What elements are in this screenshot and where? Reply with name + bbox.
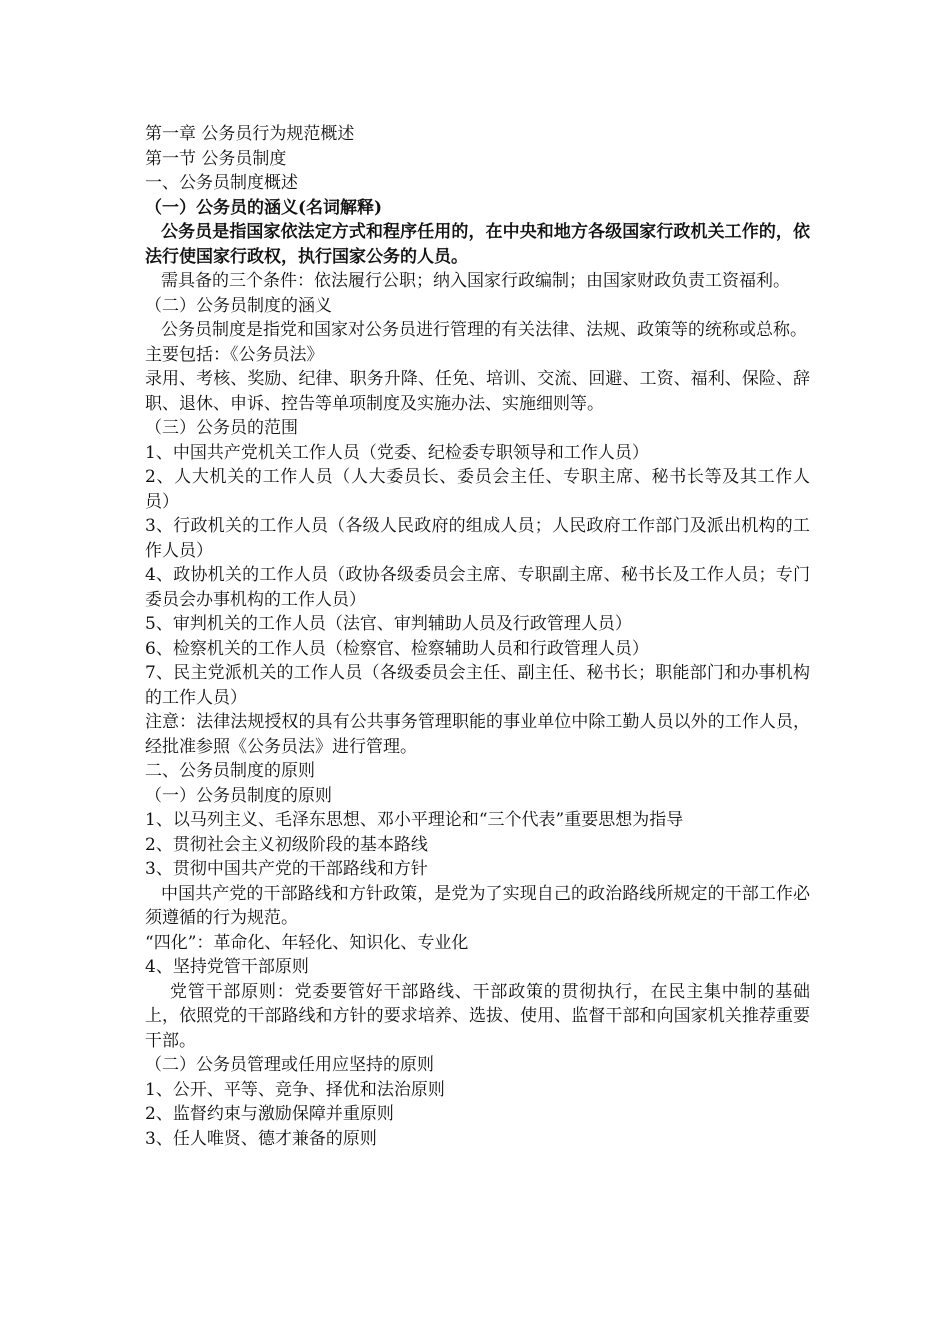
subheading-management-principles: （二）公务员管理或任用应坚持的原则 [145, 1055, 434, 1075]
party-cadre-paragraph: 党管干部原则：党委要管好干部路线、干部政策的贯彻执行，在民主集中制的基础上，依照党的干部路线和方针的要求培养、选拔、使用、监督干部和向国家机关推荐重要干部。 [145, 981, 810, 1051]
subheading-system: （二）公务员制度的涵义 [145, 295, 332, 316]
management-principle-item: 3、任人唯贤、德才兼备的原则 [145, 1128, 377, 1149]
principle-item: 3、贯彻中国共产党的干部路线和方针 [145, 859, 428, 879]
management-principle-item: 2、监督约束与激励保障并重原则 [145, 1104, 394, 1124]
principle-item: 1、以马列主义、毛泽东思想、邓小平理论和“三个代表”重要思想为指导 [145, 810, 684, 830]
conditions-paragraph: 需具备的三个条件：依法履行公职；纳入国家行政编制；由国家财政负责工资福利。 [161, 271, 790, 291]
management-principle-item: 1、公开、平等、竞争、择优和法治原则 [145, 1079, 445, 1100]
scope-item: 5、审判机关的工作人员（法官、审判辅助人员及行政管理人员） [145, 614, 632, 634]
scope-item: 7、民主党派机关的工作人员（各级委员会主任、副主任、秘书长；职能部门和办事机构的工作人员） [145, 663, 810, 708]
cadre-line-paragraph: 中国共产党的干部路线和方针政策，是党为了实现自己的政治路线所规定的干部工作必须遵循的行为规范。 [145, 883, 810, 928]
scope-item: 3、行政机关的工作人员（各级人民政府的组成人员；人民政府工作部门及派出机构的工作人员） [145, 516, 810, 561]
principle-item: 2、贯彻社会主义初级阶段的基本路线 [145, 834, 428, 855]
note-paragraph: 注意：法律法规授权的具有公共事务管理职能的事业单位中除工勤人员以外的工作人员，经批准参照《公务员法》进行管理。 [145, 712, 810, 757]
scope-item: 6、检察机关的工作人员（检察官、检察辅助人员和行政管理人员） [145, 638, 649, 659]
scope-item: 2、人大机关的工作人员（人大委员长、委员会主任、专职主席、秘书长等及其工作人员） [145, 467, 810, 512]
document-body [145, 122, 810, 1151]
items-list: 录用、考核、奖励、纪律、职务升降、任免、培训、交流、回避、工资、福利、保险、辞职、退休、申诉、控告等单项制度及实施办法、实施细则等。 [145, 369, 810, 414]
system-definition: 公务员制度是指党和国家对公务员进行管理的有关法律、法规、政策等的统称或总称。 [161, 320, 807, 340]
chapter-title: 第一章 公务员行为规范概述 [145, 124, 355, 144]
main-includes: 主要包括：《公务员法》 [145, 344, 324, 365]
heading-overview: 一、公务员制度概述 [145, 173, 298, 193]
heading-principles: 二、公务员制度的原则 [145, 761, 315, 781]
four-modernizations: “四化”：革命化、年轻化、知识化、专业化 [145, 932, 469, 953]
subheading-system-principles: （一）公务员制度的原则 [145, 785, 332, 806]
definition-paragraph: 公务员是指国家依法定方式和程序任用的，在中央和地方各级国家行政机关工作的，依法行使国家行政权，执行国家公务的人员。 [145, 222, 810, 267]
scope-item: 1、中国共产党机关工作人员（党委、纪检委专职领导和工作人员） [145, 442, 649, 463]
scope-item: 4、政协机关的工作人员（政协各级委员会主席、专职副主席、秘书长及工作人员；专门委员会办事机构的工作人员） [145, 565, 810, 610]
subheading-definition: （一）公务员的涵义(名词解释) [145, 197, 383, 218]
subheading-scope: （三）公务员的范围 [145, 418, 298, 438]
principle-item: 4、坚持党管干部原则 [145, 957, 309, 977]
section-title: 第一节 公务员制度 [145, 148, 287, 169]
